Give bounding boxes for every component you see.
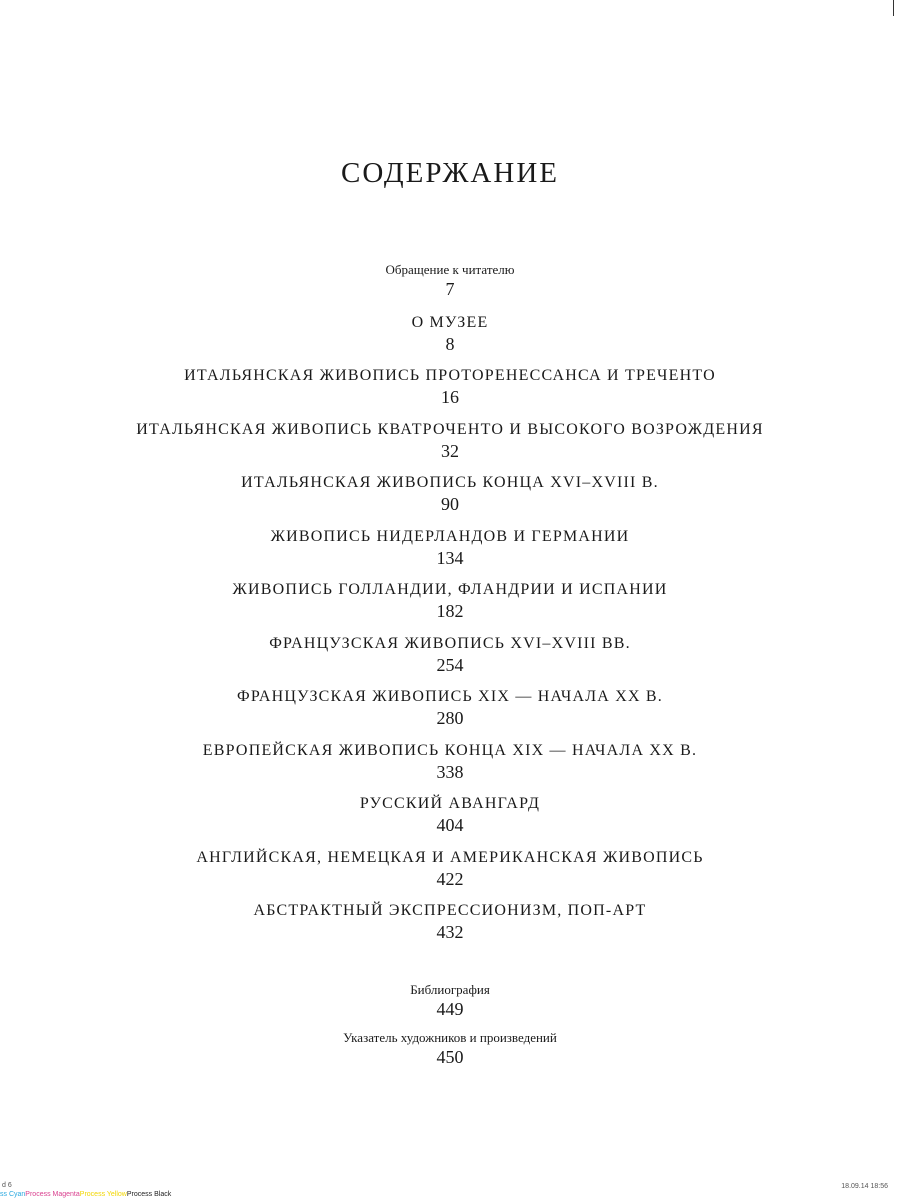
- toc-entry-page: 422: [436, 869, 464, 889]
- toc-entry-title: О МУЗЕЕ: [411, 314, 489, 331]
- toc-entry-title: АНГЛИЙСКАЯ, НЕМЕЦКАЯ И АМЕРИКАНСКАЯ ЖИВОПИСЬ: [196, 849, 704, 866]
- toc-entry-title: ИТАЛЬЯНСКАЯ ЖИВОПИСЬ КВАТРОЧЕНТО И ВЫСОКОГО ВОЗРОЖДЕНИЯ: [136, 421, 764, 438]
- toc-entry[interactable]: [0, 313, 900, 355]
- toc-entry-page: 338: [436, 762, 464, 782]
- toc-entry-page: 182: [436, 601, 464, 621]
- color-magenta-label: Process Magenta: [25, 1191, 80, 1198]
- toc-entry[interactable]: [0, 262, 900, 300]
- toc-entry-page: 404: [436, 815, 464, 835]
- print-slug-page: d 6: [2, 1182, 12, 1189]
- toc-entry[interactable]: [0, 982, 900, 1020]
- toc-entry-page: 280: [436, 708, 464, 728]
- toc-entry-title: ЖИВОПИСЬ НИДЕРЛАНДОВ И ГЕРМАНИИ: [270, 528, 630, 545]
- toc-entry-page: 32: [441, 441, 459, 461]
- toc-entry-page: 254: [436, 655, 464, 675]
- toc-entry-page: 90: [441, 494, 459, 514]
- color-cyan-label: ss Cyan: [0, 1191, 26, 1198]
- toc-entry-page: 8: [445, 334, 455, 354]
- page-title: СОДЕРЖАНИЕ: [341, 157, 559, 190]
- toc-entry[interactable]: [0, 473, 900, 515]
- toc-entry[interactable]: [0, 366, 900, 408]
- print-timestamp: 18.09.14 18:56: [841, 1183, 888, 1190]
- color-yellow-label: Process Yellow: [79, 1191, 127, 1198]
- toc-entry[interactable]: [0, 1030, 900, 1068]
- toc-entry[interactable]: [0, 741, 900, 783]
- toc-entry-title: ЖИВОПИСЬ ГОЛЛАНДИИ, ФЛАНДРИИ И ИСПАНИИ: [232, 581, 668, 598]
- toc-entry-title: ЕВРОПЕЙСКАЯ ЖИВОПИСЬ КОНЦА XIX — НАЧАЛА XX В.: [202, 742, 698, 759]
- toc-entry[interactable]: [0, 527, 900, 569]
- toc-entry-title: РУССКИЙ АВАНГАРД: [359, 795, 541, 812]
- toc-entry[interactable]: [0, 634, 900, 676]
- toc-entry-page: 432: [436, 922, 464, 942]
- toc-entry[interactable]: [0, 848, 900, 890]
- toc-entry-title: Указатель художников и произведений: [343, 1030, 557, 1045]
- toc-entry-page: 134: [436, 548, 464, 568]
- toc-entry-title: Обращение к читателю: [385, 262, 515, 277]
- toc-entry-page: 450: [436, 1047, 464, 1067]
- toc-entry-page: 16: [441, 387, 459, 407]
- toc-entry-title: ИТАЛЬЯНСКАЯ ЖИВОПИСЬ ПРОТОРЕНЕССАНСА И ТРЕЧЕНТО: [184, 367, 716, 384]
- toc-entry[interactable]: [0, 420, 900, 462]
- color-black-label: Process Black: [126, 1191, 172, 1198]
- toc-entry-title: ФРАНЦУЗСКАЯ ЖИВОПИСЬ XIX — НАЧАЛА XX В.: [236, 688, 663, 705]
- toc-entry-page: 449: [436, 999, 464, 1019]
- print-color-bar: [0, 1191, 171, 1198]
- toc-entry-title: Библиография: [410, 982, 490, 997]
- toc-entry-title: ФРАНЦУЗСКАЯ ЖИВОПИСЬ XVI–XVIII ВВ.: [269, 635, 631, 652]
- toc-entry[interactable]: [0, 901, 900, 943]
- toc-entry-title: АБСТРАКТНЫЙ ЭКСПРЕССИОНИЗМ, ПОП-АРТ: [253, 902, 647, 919]
- toc-entry-title: ИТАЛЬЯНСКАЯ ЖИВОПИСЬ КОНЦА XVI–XVIII В.: [241, 474, 659, 491]
- toc-entry[interactable]: [0, 687, 900, 729]
- toc-entry-page: 7: [445, 279, 455, 299]
- toc-entry[interactable]: [0, 580, 900, 622]
- toc-entry[interactable]: [0, 794, 900, 836]
- crop-mark: [893, 0, 894, 16]
